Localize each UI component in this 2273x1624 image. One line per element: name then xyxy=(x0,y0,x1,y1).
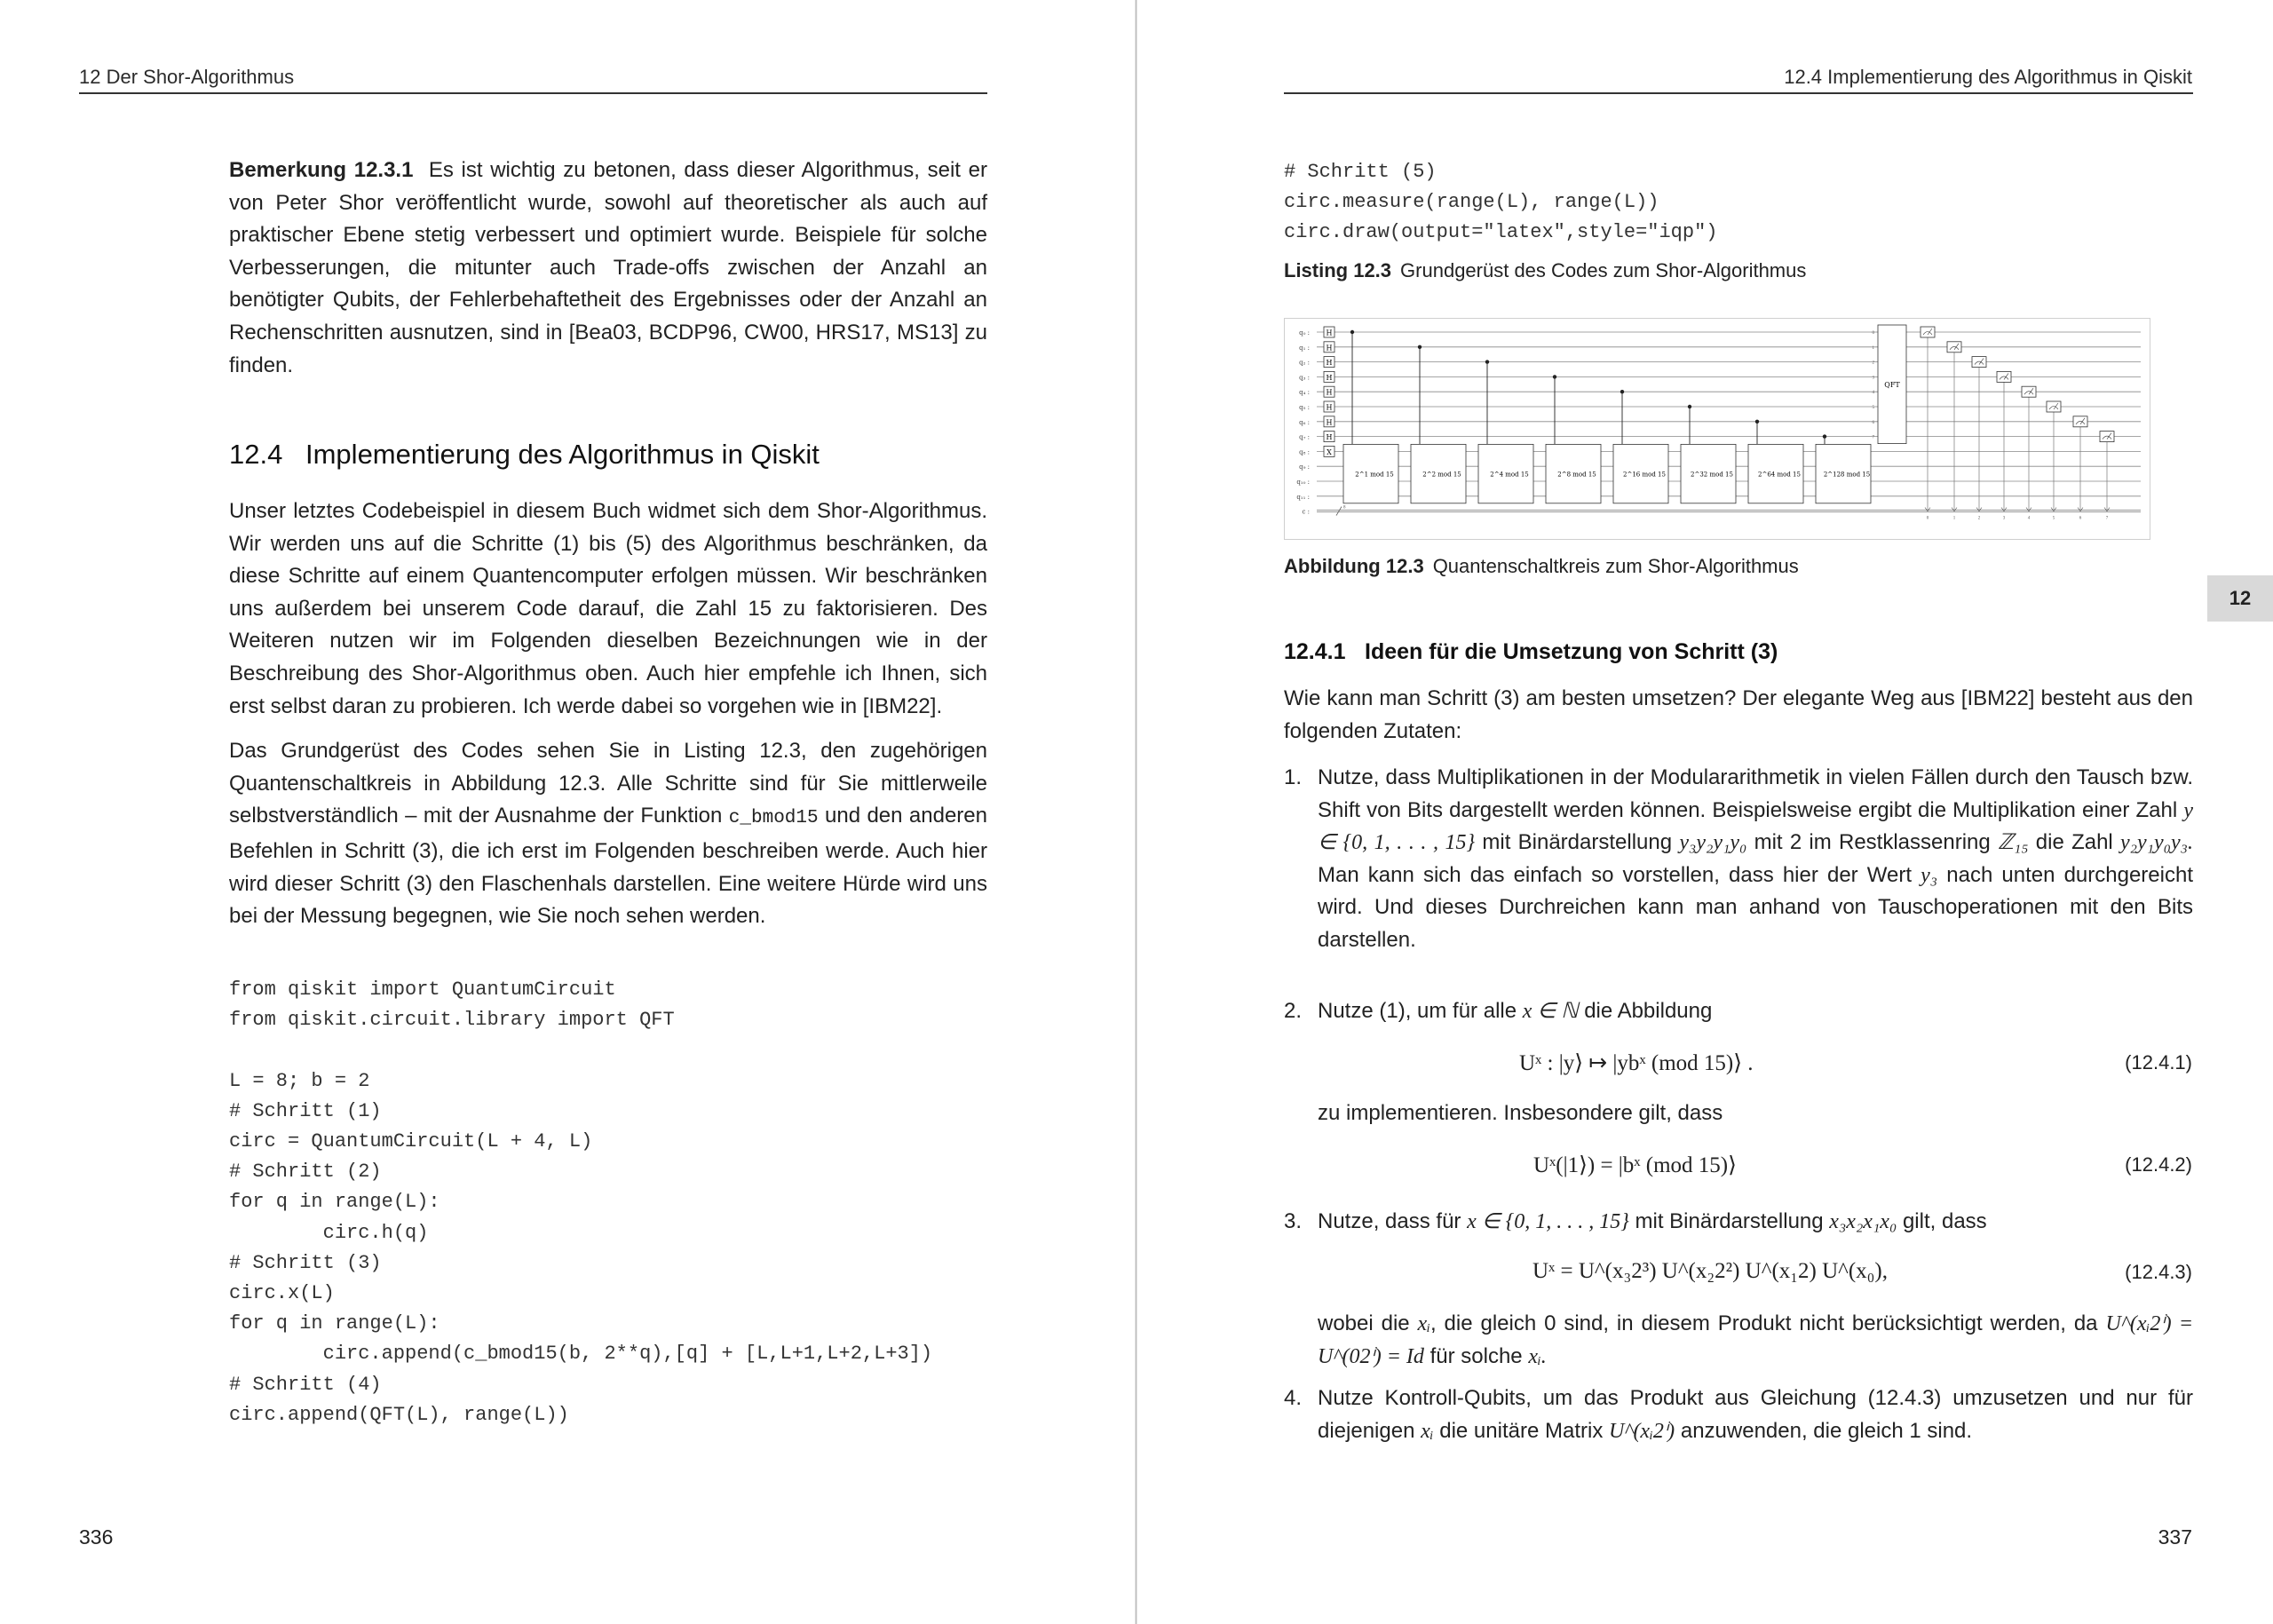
h-gate-label: H xyxy=(1326,359,1333,368)
h-gate-label: H xyxy=(1326,388,1333,397)
measure-gate xyxy=(2100,432,2114,442)
qubit-label: q₁₁ : xyxy=(1296,493,1310,501)
inline-math: U^(xᵢ2ⁱ) xyxy=(1608,1419,1675,1443)
item-text: mit 2 im Restklassenring xyxy=(1754,830,1991,855)
paragraph xyxy=(229,735,987,933)
item-text: Nutze (1), um für alle xyxy=(1318,999,1517,1023)
measure-index: 5 xyxy=(2052,516,2055,521)
qubit-label: q₀ : xyxy=(1299,329,1310,337)
qubit-label: q₂ : xyxy=(1299,359,1310,367)
list-marker: 2. xyxy=(1284,999,1303,1023)
running-head: 12.4 Implementierung des Algorithmus in Qiskit xyxy=(1784,66,2192,88)
h-gate-label: H xyxy=(1326,373,1333,382)
subsection-intro: Wie kann man Schritt (3) am besten umsetzen? Der elegante Weg aus [IBM22] besteht aus den folgenden Zutaten: xyxy=(1284,686,2193,743)
item-text: die Zahl xyxy=(2035,830,2113,855)
chapter-thumb-tab: 12 xyxy=(2207,575,2273,622)
figure-caption-text: Quantenschaltkreis zum Shor-Algorithmus xyxy=(1432,555,1799,577)
subsection-number: 12.4.1 xyxy=(1284,639,1346,664)
item-text: Nutze, dass Multiplikationen in der Modulararithmetik in vielen Fällen durch den Tausch bzw. Shift von Bits dargestellt werden können. Beispielsweise ergibt die Multiplikation einer Zahl xyxy=(1318,765,2193,822)
measure-gate xyxy=(1972,357,1986,368)
left-page xyxy=(0,0,1135,1624)
qubit-label: q₈ : xyxy=(1299,448,1310,456)
mod-gate-label: 2^64 mod 15 xyxy=(1758,471,1801,479)
inline-math: ℤ₁₅ xyxy=(1997,831,2029,855)
mod-gate-label: 2^1 mod 15 xyxy=(1355,471,1394,479)
measure-index: 1 xyxy=(1952,516,1956,521)
item-text: anzuwenden, die gleich 1 sind. xyxy=(1680,1418,1973,1443)
qubit-label: q₇ : xyxy=(1299,433,1310,441)
mod-gate-label: 2^32 mod 15 xyxy=(1691,471,1733,479)
qubit-label: q₁₀ : xyxy=(1296,479,1310,486)
listing-label: Listing 12.3 xyxy=(1284,259,1392,281)
qft-index: 0 xyxy=(1872,331,1874,336)
inline-math: y₃y₂y₁y₀ xyxy=(1679,831,1747,855)
code-listing: from qiskit import QuantumCircuit from qiskit.circuit.library import QFT L = 8; b = 2 # Schritt (1) circ = QuantumCircuit(L + 4, L) # Schritt (2) for q in range(L): circ.h(q) # Schritt (3) circ.x(L) for q in range(L): circ.append(c_bmod15(b, 2**q),[q] + [L,L+1,L+2,L+3]) # Schritt (4) circ.append(QFT(L), range(L)) xyxy=(229,978,933,1426)
equation: Uˣ : |y⟩ ↦ |ybˣ (mod 15)⟩ . xyxy=(1519,1051,1754,1075)
h-gate-label: H xyxy=(1326,418,1333,427)
item-text: wobei die xyxy=(1318,1311,1410,1335)
h-gate-label: H xyxy=(1326,329,1333,337)
h-gate-label: H xyxy=(1326,403,1333,412)
figure-label: Abbildung 12.3 xyxy=(1284,555,1424,577)
item-text: , die gleich 0 sind, in diesem Produkt nicht berücksichtigt werden, da xyxy=(1430,1311,2098,1335)
item-text: die unitäre Matrix xyxy=(1439,1418,1604,1443)
item-text: Nutze, dass für xyxy=(1318,1209,1461,1233)
right-page xyxy=(1137,0,2273,1624)
listing-caption-text: Grundgerüst des Codes zum Shor-Algorithmus xyxy=(1400,259,1807,281)
classical-count: 8 xyxy=(1343,505,1346,511)
inline-code: c_bmod15 xyxy=(728,808,819,829)
remark-text: Es ist wichtig zu betonen, dass dieser Algorithmus, seit er von Peter Shor veröffentlicht wurde, sowohl auf theoretischer als auch auf praktischer Ebene stetig verbessert und optimiert wurde. Beispiele für solche Verbesserungen, die mitunter auch Trade-offs zwischen der Anzahl an benötigter Qubits, der Fehlerbehaftetheit des Ergebnisses oder der Anzahl an Rechenschritten ausnutzen, sind in [Bea03, BCDP96, CW00, HRS17, MS13] zu finden. xyxy=(229,158,987,377)
list-item xyxy=(1284,1206,2193,1239)
classical-bundle-mark xyxy=(1336,507,1342,516)
item-text: die Abbildung xyxy=(1584,999,1713,1023)
page-number: 337 xyxy=(2158,1525,2192,1549)
page-number: 336 xyxy=(79,1525,114,1549)
measure-gate xyxy=(1921,327,1935,337)
list-marker: 1. xyxy=(1284,765,1303,789)
equation-number: (12.4.1) xyxy=(2125,1051,2192,1073)
mod-gate-label: 2^8 mod 15 xyxy=(1557,471,1596,479)
code-listing-continued: # Schritt (5) circ.measure(range(L), range(L)) circ.draw(output="latex",style="iqp") xyxy=(1284,161,1718,244)
measure-gate xyxy=(1997,371,2011,382)
qft-index: 3 xyxy=(1872,376,1874,381)
qft-index: 2 xyxy=(1872,360,1874,366)
qubit-label: q₃ : xyxy=(1299,374,1310,382)
qft-index: 6 xyxy=(1872,420,1874,425)
equation-number: (12.4.2) xyxy=(2125,1153,2192,1176)
measure-gate xyxy=(2022,386,2036,397)
item-text: mit Binärdarstellung xyxy=(1482,830,1673,855)
measure-gate xyxy=(2047,401,2061,412)
figure-caption xyxy=(1284,555,1799,578)
measure-gate xyxy=(2073,416,2087,427)
section-number: 12.4 xyxy=(229,439,283,470)
qft-index: 1 xyxy=(1872,345,1874,351)
inline-math: y₂y₁y₀y₃. xyxy=(2120,831,2193,855)
qft-index: 7 xyxy=(1872,435,1874,440)
running-head: 12 Der Shor-Algorithmus xyxy=(79,66,295,88)
mod-gate-label: 2^2 mod 15 xyxy=(1422,471,1461,479)
item-continuation: zu implementieren. Insbesondere gilt, dass xyxy=(1318,1101,1723,1125)
qft-index: 4 xyxy=(1872,391,1874,396)
listing-caption xyxy=(1284,259,1806,282)
list-marker: 3. xyxy=(1284,1209,1303,1233)
item-text: gilt, dass xyxy=(1902,1209,1987,1233)
measure-index: 3 xyxy=(2002,516,2006,521)
equation-number: (12.4.3) xyxy=(2125,1261,2192,1283)
item-text: Man kann sich das einfach so vorstellen, dass hier der Wert xyxy=(1318,862,1912,887)
item-text: mit Binärdarstellung xyxy=(1635,1209,1824,1233)
mod-gate-label: 2^128 mod 15 xyxy=(1823,471,1871,479)
mod-gate-label: 2^4 mod 15 xyxy=(1490,471,1529,479)
inline-math: xᵢ xyxy=(1417,1312,1430,1335)
list-item xyxy=(1284,995,2193,1028)
subsection-heading xyxy=(1284,639,1778,665)
inline-math: xᵢ xyxy=(1421,1419,1434,1443)
item-continuation xyxy=(1318,1308,2193,1373)
qubit-label: c : xyxy=(1302,508,1310,516)
qubit-label: q₁ : xyxy=(1299,344,1310,352)
h-gate-label: H xyxy=(1326,433,1333,442)
inline-math: y₃ xyxy=(1921,863,1938,887)
measure-index: 6 xyxy=(2079,516,2082,521)
subsection-title: Ideen für die Umsetzung von Schritt (3) xyxy=(1365,639,1778,664)
qubit-label: q₅ : xyxy=(1299,404,1310,411)
measure-index: 4 xyxy=(2027,516,2031,521)
paragraph: Unser letztes Codebeispiel in diesem Buch widmet sich dem Shor-Algorithmus. Wir werden uns auf die Schritte (1) bis (5) des Algorithmus beschränken, da diese Schritte auf einem Quantencomputer erfolgen müssen. Wir beschränken uns außerdem bei unserem Code darauf, die Zahl 15 zu faktorisieren. Des Weiteren nutzen wir im Folgenden dieselben Bezeichnungen wie in der Beschreibung des Shor-Algorithmus oben. Auch hier empfehle ich Ihnen, sich erst selbst daran zu probieren. Ich werde dabei so vorgehen wie in [IBM22]. xyxy=(229,499,987,718)
qubit-label: q₄ : xyxy=(1299,389,1310,397)
body-text xyxy=(229,495,987,946)
remark-label: Bemerkung 12.3.1 xyxy=(229,158,414,182)
qft-label: QFT xyxy=(1884,380,1900,389)
x-gate-label: X xyxy=(1327,448,1332,456)
inline-math: x ∈ ℕ xyxy=(1522,1000,1579,1023)
inline-math: x₃x₂x₁x₀ xyxy=(1829,1210,1897,1233)
h-gate-label: H xyxy=(1326,344,1333,353)
item-text: für solche xyxy=(1430,1343,1523,1368)
equation: Uˣ = U^(x₃2³) U^(x₂2²) U^(x₁2) U^(x₀), xyxy=(1532,1259,1888,1283)
equation: Uˣ(|1⟩) = |bˣ (mod 15)⟩ xyxy=(1533,1153,1737,1177)
section-heading xyxy=(229,439,820,471)
inline-math: x ∈ {0, 1, . . . , 15} xyxy=(1467,1210,1629,1233)
list-item xyxy=(1284,1382,2193,1447)
measure-gate xyxy=(1947,342,1961,353)
inline-math: y ∈ {0, 1, . . . , 15} xyxy=(1318,798,2193,855)
measure-index: 0 xyxy=(1926,516,1929,521)
measure-index: 2 xyxy=(1977,516,1981,521)
header-rule xyxy=(1284,92,2193,94)
circuit-figure xyxy=(1284,318,2150,540)
list-item xyxy=(1284,762,2193,957)
qubit-label: q₉ : xyxy=(1299,463,1310,471)
paragraph-part: Das Grundgerüst des Codes sehen Sie in Listing 12.3, den zugehörigen Quantenschaltkreis in Abbildung 12.3. Alle Schritte sind für Sie mittlerweile selbstverständlich – mit der Ausnahme der Funktion xyxy=(229,739,987,828)
quantum-circuit-diagram xyxy=(1285,319,2150,539)
item-text: nach unten durchgereicht wird. Und dieses Durchreichen kann man anhand von Tauschoperationen mit den Bits darstellen. xyxy=(1318,862,2193,952)
measure-index: 7 xyxy=(2105,516,2109,521)
qubit-label: q₆ : xyxy=(1299,418,1310,426)
header-rule xyxy=(79,92,987,94)
mod-gate-label: 2^16 mod 15 xyxy=(1623,471,1666,479)
list-marker: 4. xyxy=(1284,1386,1303,1410)
item-text: Nutze Kontroll-Qubits, um das Produkt aus Gleichung (12.4.3) umzusetzen und nur für diejenigen xyxy=(1318,1386,2193,1443)
inline-math: U^(xᵢ2ⁱ) = U^(02ⁱ) = Id xyxy=(1318,1312,2194,1368)
qft-index: 5 xyxy=(1872,406,1874,410)
paragraph-part: und den anderen Befehlen in Schritt (3), die ich erst im Folgenden beschreiben werde. Auch hier wird dieser Schritt (3) den Flaschenhals darstellen. Eine weitere Hürde wird uns bei der Messung begegnen, wie Sie noch sehen werden. xyxy=(229,804,987,929)
remark-block xyxy=(229,154,987,382)
section-title: Implementierung des Algorithmus in Qiskit xyxy=(305,439,820,470)
inline-math: xᵢ. xyxy=(1528,1344,1547,1368)
